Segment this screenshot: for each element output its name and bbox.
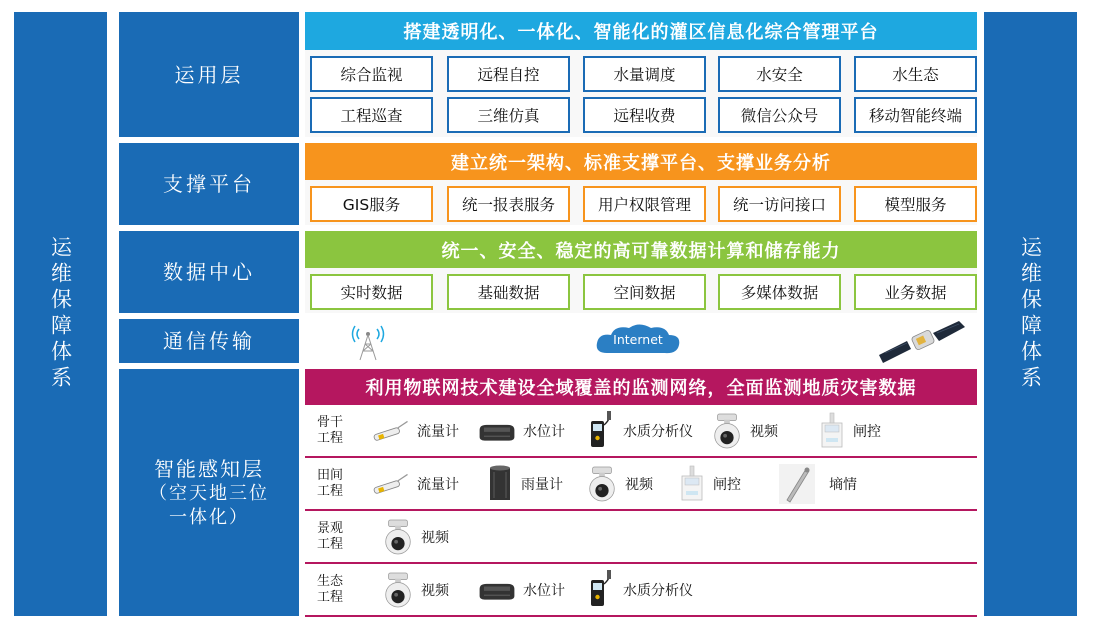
- internet-cloud-icon: Internet: [595, 323, 681, 357]
- module: 三维仿真: [447, 97, 570, 133]
- water-level-gauge-icon: [477, 576, 517, 604]
- module: 远程收费: [583, 97, 706, 133]
- module: GIS服务: [310, 186, 433, 222]
- module: 水生态: [854, 56, 977, 92]
- perception-row: [305, 405, 977, 458]
- layer-label-comm: 通信传输: [119, 319, 299, 363]
- gate-control-icon: [817, 411, 847, 451]
- device: 流量计: [371, 458, 459, 509]
- application-modules-panel: [305, 50, 977, 137]
- module: 水安全: [718, 56, 841, 92]
- satellite-icon: [877, 319, 967, 363]
- dome-camera-icon: [381, 517, 415, 557]
- device: 视频: [710, 405, 778, 456]
- comm-row: [305, 319, 977, 363]
- device: 水位计: [477, 564, 565, 615]
- dome-camera-icon: [585, 464, 619, 504]
- device: 水位计: [477, 405, 565, 456]
- data-modules-panel: [305, 268, 977, 313]
- device: 流量计: [371, 405, 459, 456]
- module: 综合监视: [310, 56, 433, 92]
- module: 远程自控: [447, 56, 570, 92]
- device: 视频: [381, 564, 449, 615]
- flowmeter-icon: [371, 417, 411, 445]
- module: 用户权限管理: [583, 186, 706, 222]
- module: 微信公众号: [718, 97, 841, 133]
- dome-camera-icon: [710, 411, 744, 451]
- ops-guarantee-left: 运维保障体系: [14, 12, 107, 616]
- perception-label: 智能感知层: [154, 456, 264, 481]
- module: 统一报表服务: [447, 186, 570, 222]
- row-label: 骨干工程: [317, 415, 344, 446]
- support-modules-panel: [305, 180, 977, 225]
- row-label: 生态工程: [317, 574, 344, 605]
- perception-row: [305, 511, 977, 564]
- layer-label-data: 数据中心: [119, 231, 299, 313]
- device: 墒情: [779, 458, 857, 509]
- data-banner: 统一、安全、稳定的高可靠数据计算和储存能力: [305, 231, 977, 268]
- module: 水量调度: [583, 56, 706, 92]
- layer-label-support: 支撑平台: [119, 143, 299, 225]
- row-label: 田间工程: [317, 468, 344, 499]
- row-label: 景观工程: [317, 521, 344, 552]
- module: 工程巡查: [310, 97, 433, 133]
- device: 视频: [381, 511, 449, 562]
- dome-camera-icon: [381, 570, 415, 610]
- rain-gauge-icon: [485, 464, 515, 504]
- support-banner: 建立统一架构、标准支撑平台、支撑业务分析: [305, 143, 977, 180]
- device: 闸控: [677, 458, 741, 509]
- module: 移动智能终端: [854, 97, 977, 133]
- device: 水质分析仪: [587, 564, 693, 615]
- device: 视频: [585, 458, 653, 509]
- module: 多媒体数据: [718, 274, 841, 310]
- module: 空间数据: [583, 274, 706, 310]
- module: 业务数据: [854, 274, 977, 310]
- perception-row: [305, 564, 977, 617]
- soil-moisture-probe-icon: [779, 464, 815, 504]
- flowmeter-icon: [371, 470, 411, 498]
- module: 统一访问接口: [718, 186, 841, 222]
- layer-label-perception: [119, 369, 299, 616]
- application-banner: 搭建透明化、一体化、智能化的灌区信息化综合管理平台: [305, 12, 977, 50]
- perception-sublabel: （空天地三位一体化）: [149, 482, 269, 528]
- antenna-tower-icon: [351, 321, 385, 361]
- module: 模型服务: [854, 186, 977, 222]
- device: 水质分析仪: [587, 405, 693, 456]
- device: 雨量计: [485, 458, 563, 509]
- perception-rows: [305, 405, 977, 616]
- gate-control-icon: [677, 464, 707, 504]
- device: 闸控: [817, 405, 881, 456]
- perception-banner: 利用物联网技术建设全域覆盖的监测网络，全面监测地质灾害数据: [305, 369, 977, 405]
- module: 基础数据: [447, 274, 570, 310]
- ops-guarantee-right: 运维保障体系: [984, 12, 1077, 616]
- water-quality-analyzer-icon: [587, 570, 617, 610]
- water-level-gauge-icon: [477, 417, 517, 445]
- module: 实时数据: [310, 274, 433, 310]
- layer-label-application: 运用层: [119, 12, 299, 137]
- perception-row: [305, 458, 977, 511]
- water-quality-analyzer-icon: [587, 411, 617, 451]
